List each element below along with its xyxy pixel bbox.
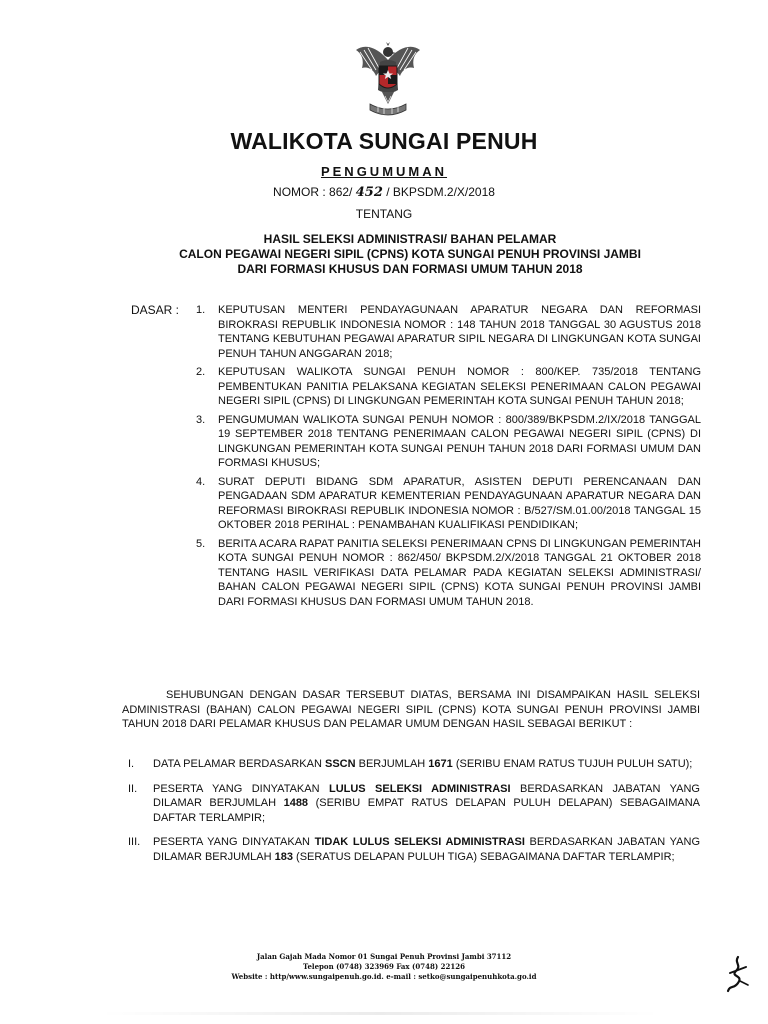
text-run: (SERATUS DELAPAN PULUH TIGA) SEBAGAIMANA DAFTAR TERLAMPIR; xyxy=(293,850,675,863)
handwritten-number: 452 xyxy=(355,185,383,200)
dasar-item-text: BERITA ACARA RAPAT PANITIA SELEKSI PENERIMAAN CPNS DI LINGKUNGAN PEMERINTAH KOTA SUNGAI PENUH NOMOR : 862/450/ BKPSDM.2/X/2018 TANGGAL 21 OKTOBER 2018 TENTANG HASIL VERIFIKASI DATA PELAMAR PADA KEGIATAN SELEKSI ADMINISTRASI/ BAHAN CALON PEGAWAI NEGERI SIPIL (CPNS) KOTA SUNGAI PENUH PROVINSI JAMBI DARI FORMASI KHUSUS DAN FORMASI UMUM TAHUN 2018. xyxy=(218,537,701,608)
subject-line: CALON PEGAWAI NEGERI SIPIL (CPNS) KOTA SUNGAI PENUH PROVINSI JAMBI xyxy=(179,247,641,261)
text-run: BERJUMLAH xyxy=(355,758,429,770)
text-run: (SERIBU EMPAT RATUS DELAPAN PULUH DELAPAN) SEBAGAIMANA DAFTAR TERLAMPIR; xyxy=(153,797,700,824)
scan-smudge xyxy=(100,1012,660,1015)
text-run: PESERTA YANG DINYATAKAN xyxy=(153,782,329,795)
text-run: BERDASARKAN JABATAN YANG DILAMAR BERJUMLAH xyxy=(153,782,700,809)
result-point-text xyxy=(153,757,700,772)
result-point-number: III. xyxy=(128,836,141,848)
garuda-emblem-icon xyxy=(354,40,422,120)
result-point-number: II. xyxy=(128,782,138,795)
dasar-item-number: 3. xyxy=(196,413,206,426)
bold-count: 1488 xyxy=(283,797,309,809)
dasar-item-text: PENGUMUMAN WALIKOTA SUNGAI PENUH NOMOR : 800/389/BKPSDM.2/IX/2018 TANGGAL 19 SEPTEMBER 2018 TENTANG PENERIMAAN CALON PEGAWAI NEGERI SIPIL (CPNS) DI LINGKUNGAN PEMERINTAH KOTA SUNGAI PENUH TAHUN 2018 DARI FORMASI UMUM DAN FORMASI KHUSUS; xyxy=(218,413,701,469)
number-suffix: / BKPSDM.2/X/2018 xyxy=(386,185,495,199)
document-number xyxy=(0,185,768,200)
bold-run: SSCN xyxy=(324,758,356,770)
dasar-item-number: 2. xyxy=(196,366,206,378)
footer-address: Jalan Gajah Mada Nomor 01 Sungai Penuh Provinsi Jambi 37112 xyxy=(256,952,512,961)
result-point xyxy=(128,835,700,864)
dasar-item-number: 1. xyxy=(196,304,206,316)
intro-paragraph: SEHUBUNGAN DENGAN DASAR TERSEBUT DIATAS, BERSAMA INI DISAMPAIKAN HASIL SELEKSI ADMINISTRASI (BAHAN) CALON PEGAWAI NEGERI SIPIL (CPNS) KOTA SUNGAI PENUH PROVINSI JAMBI TAHUN 2018 DARI PELAMAR KHUSUS DAN PELAMAR UMUM DENGAN HASIL SEBAGAI BERIKUT : xyxy=(122,689,700,730)
subject-line: HASIL SELEKSI ADMINISTRASI/ BAHAN PELAMAR xyxy=(263,232,557,246)
bold-run: LULUS SELEKSI ADMINISTRASI xyxy=(328,782,511,795)
result-point-text xyxy=(153,782,700,826)
letterhead-footer xyxy=(0,952,768,982)
result-point-text xyxy=(153,835,700,864)
number-prefix: NOMOR : 862/ xyxy=(273,185,353,199)
footer-phone: Telepon (0748) 323969 Fax (0748) 22126 xyxy=(303,962,465,971)
dasar-item xyxy=(196,365,701,409)
result-point xyxy=(128,782,700,826)
result-point-number: I. xyxy=(128,758,135,770)
dasar-item-number: 4. xyxy=(196,475,206,488)
result-points xyxy=(128,757,700,874)
document-type-heading: PENGUMUMAN xyxy=(320,164,448,179)
dasar-list xyxy=(196,303,701,613)
bold-count: 1671 xyxy=(428,758,453,770)
dasar-item xyxy=(196,303,701,361)
dasar-item xyxy=(196,475,701,533)
text-run: PESERTA YANG DINYATAKAN xyxy=(153,836,315,848)
issuer-title: WALIKOTA SUNGAI PENUH xyxy=(230,128,538,154)
dasar-label: DASAR : xyxy=(131,303,180,317)
bold-run: TIDAK LULUS SELEKSI ADMINISTRASI xyxy=(314,836,525,848)
result-point xyxy=(128,757,700,772)
dasar-item xyxy=(196,537,701,610)
tentang-label: TENTANG xyxy=(355,207,413,221)
dasar-item-text: KEPUTUSAN MENTERI PENDAYAGUNAAN APARATUR NEGARA DAN REFORMASI BIROKRASI REPUBLIK INDONESIA NOMOR : 148 TAHUN 2018 TANGGAL 30 AGUSTUS 2018 TENTANG KEBUTUHAN PEGAWAI APARATUR SIPIL NEGARA DI LINGKUNGAN KOTA SUNGAI PENUH TAHUN ANGGARAN 2018; xyxy=(218,304,701,360)
dasar-item-text: KEPUTUSAN WALIKOTA SUNGAI PENUH NOMOR : 800/KEP. 735/2018 TENTANG PEMBENTUKAN PANITIA PELAKSANA KEGIATAN SELEKSI PENERIMAAN CALON PEGAWAI NEGERI SIPIL (CPNS) DI LINGKUNGAN PEMERINTAH KOTA SUNGAI PENUH TAHUN 2018; xyxy=(218,366,701,407)
dasar-item-text: SURAT DEPUTI BIDANG SDM APARATUR, ASISTEN DEPUTI PERENCANAAN DAN PENGADAAN SDM APARATUR KEMENTERIAN PENDAYAGUNAAN APARATUR NEGARA DAN REFORMASI BIROKRASI REPUBLIK INDONESIA NOMOR : B/527/SM.01.00/2018 TANGGAL 15 OKTOBER 2018 PERIHAL : PENAMBAHAN KUALIFIKASI PENDIDIKAN; xyxy=(218,475,701,531)
subject-line: DARI FORMASI KHUSUS DAN FORMASI UMUM TAHUN 2018 xyxy=(237,262,583,276)
text-run: DATA PELAMAR BERDASARKAN xyxy=(153,758,325,770)
subject-heading xyxy=(130,232,690,277)
paraf-signature-icon xyxy=(724,955,750,995)
footer-website: Website : http/www.sungaipenuh.go.id. e-mail : setko@sungaipenuhkota.go.id xyxy=(231,972,537,981)
dasar-item xyxy=(196,413,701,471)
dasar-item-number: 5. xyxy=(196,537,206,550)
bold-count: 183 xyxy=(274,850,293,863)
text-run: BERDASARKAN JABATAN YANG DILAMAR BERJUMLAH xyxy=(153,836,700,863)
text-run: (SERIBU ENAM RATUS TUJUH PULUH SATU); xyxy=(452,758,693,770)
